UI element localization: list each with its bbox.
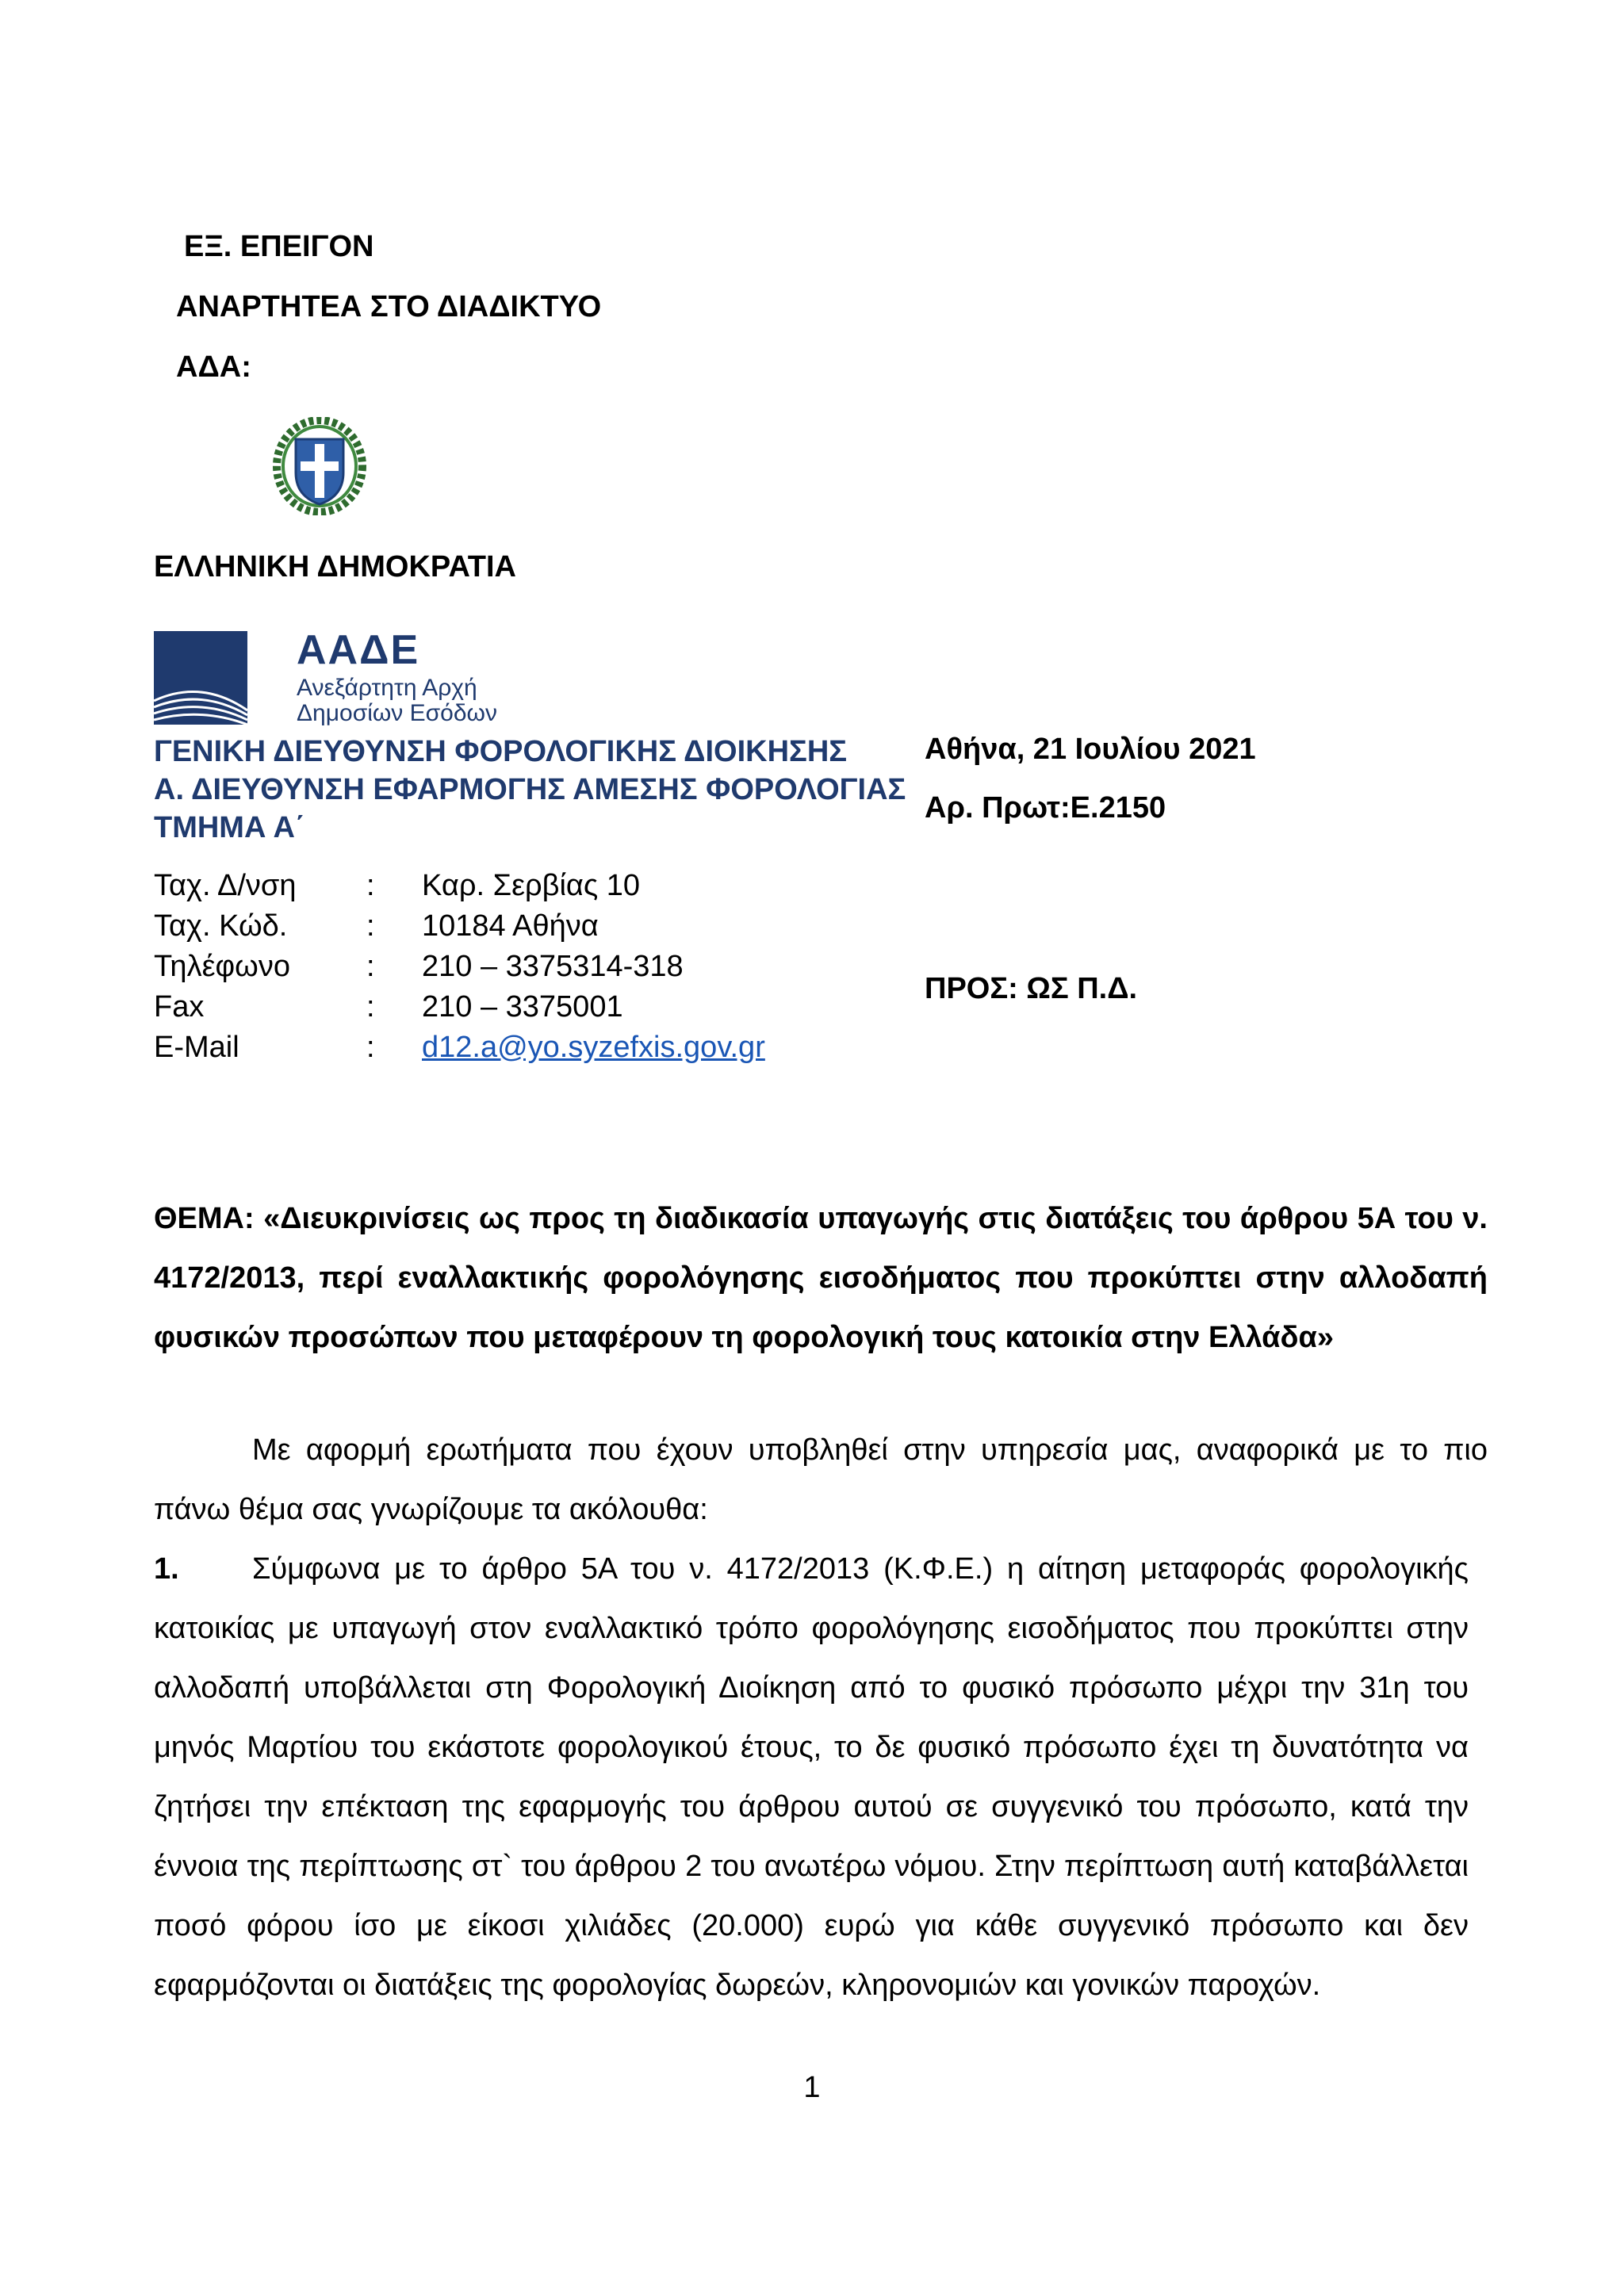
point-1-paragraph <box>154 1540 1469 2015</box>
contact-row-fax: Fax : 210 – 3375001 <box>154 990 623 1024</box>
intro-paragraph: Με αφορμή ερωτήματα που έχουν υποβληθεί στην υπηρεσία μας, αναφορικά με το πιο πάνω θέμα σας γνωρίζουμε τα ακόλουθα: <box>154 1433 1488 1526</box>
point-1-text: Σύμφωνα με το άρθρο 5Α του ν. 4172/2013 (Κ.Φ.Ε.) η αίτηση μεταφοράς φορολογικής κατοικίας με υπαγωγή στον εναλλακτικό τρόπο φορολόγησης εισοδήματος που προκύπτει στην αλλοδαπή υποβάλλεται στη Φορολογική Διοίκηση από το φυσικό πρόσωπο μέχρι την 31η του μηνός Μαρτίου του εκάστοτε φορολογικού έτους, το δε φυσικό πρόσωπο έχει τη δυνατότητα να ζητήσει την επέκταση της εφαρμογής του άρθρου αυτού σε συγγενικό του πρόσωπο, κατά την έννοια της περίπτωσης στ` του άρθρου 2 του ανωτέρω νόμου. Στην περίπτωση αυτή καταβάλλεται ποσό φόρου ίσο με είκοσι χιλιάδες (20.000) ευρώ για κάθε συγγενικό πρόσωπο και δεν εφαρμόζονται οι διατάξεις της φορολογίας δωρεών, κληρονομιών και γονικών παροχών. <box>154 1552 1469 2002</box>
contact-row-email: E-Mail : d12.a@yo.syzefxis.gov.gr <box>154 1027 765 1068</box>
aade-emblem-icon <box>154 631 247 725</box>
email-link[interactable]: d12.a@yo.syzefxis.gov.gr <box>422 1031 765 1064</box>
aade-line2: Δημοσίων Εσόδων <box>297 700 497 726</box>
aade-logo <box>154 627 511 728</box>
greek-emblem-icon <box>272 417 367 515</box>
urgent-stamp: ΕΞ. ΕΠΕΙΓΟΝ <box>184 230 374 263</box>
subject: ΘΕΜΑ: «Διευκρινίσεις ως προς τη διαδικασία υπαγωγής στις διατάξεις του άρθρου 5Α του ν. 4172/2013, περί εναλλακτικής φορολόγησης εισοδήματος που προκύπτει στην αλλοδαπή φυσικών προσώπων που μεταφέρουν τη φορολογική τους κατοικία στην Ελλάδα» <box>154 1202 1488 1354</box>
page-number: 1 <box>803 2071 821 2104</box>
contact-block <box>154 866 765 1068</box>
department-block <box>154 733 906 847</box>
ada-label: ΑΔΑ: <box>176 350 251 384</box>
protocol-number: Αρ. Πρωτ:Ε.2150 <box>925 791 1166 825</box>
contact-row-address: Ταχ. Δ/νση : Καρ. Σερβίας 10 <box>154 869 641 902</box>
general-directorate: ΓΕΝΙΚΗ ΔΙΕΥΘΥΝΣΗ ΦΟΡΟΛΟΓΙΚΗΣ ΔΙΟΙΚΗΣΗΣ <box>154 735 848 768</box>
aade-line1: Ανεξάρτητη Αρχή <box>297 675 477 701</box>
point-1-number: 1. <box>154 1552 179 1586</box>
aade-acronym: ΑΑΔΕ <box>297 627 420 673</box>
directorate: Α. ΔΙΕΥΘΥΝΣΗ ΕΦΑΡΜΟΓΗΣ ΑΜΕΣΗΣ ΦΟΡΟΛΟΓΙΑΣ <box>154 773 906 806</box>
republic-heading: ΕΛΛΗΝΙΚΗ ΔΗΜΟΚΡΑΤΙΑ <box>154 550 516 584</box>
post-online-stamp: ΑΝΑΡΤΗΤΕΑ ΣΤΟ ΔΙΑΔΙΚΤΥΟ <box>176 290 602 323</box>
document-date: Αθήνα, 21 Ιουλίου 2021 <box>925 733 1256 766</box>
contact-row-postcode: Ταχ. Κώδ. : 10184 Αθήνα <box>154 909 599 943</box>
recipient: ΠΡΟΣ: ΩΣ Π.Δ. <box>925 972 1138 1005</box>
contact-row-phone: Τηλέφωνο : 210 – 3375314-318 <box>154 950 684 983</box>
section: ΤΜΗΜΑ Α΄ <box>154 811 305 844</box>
